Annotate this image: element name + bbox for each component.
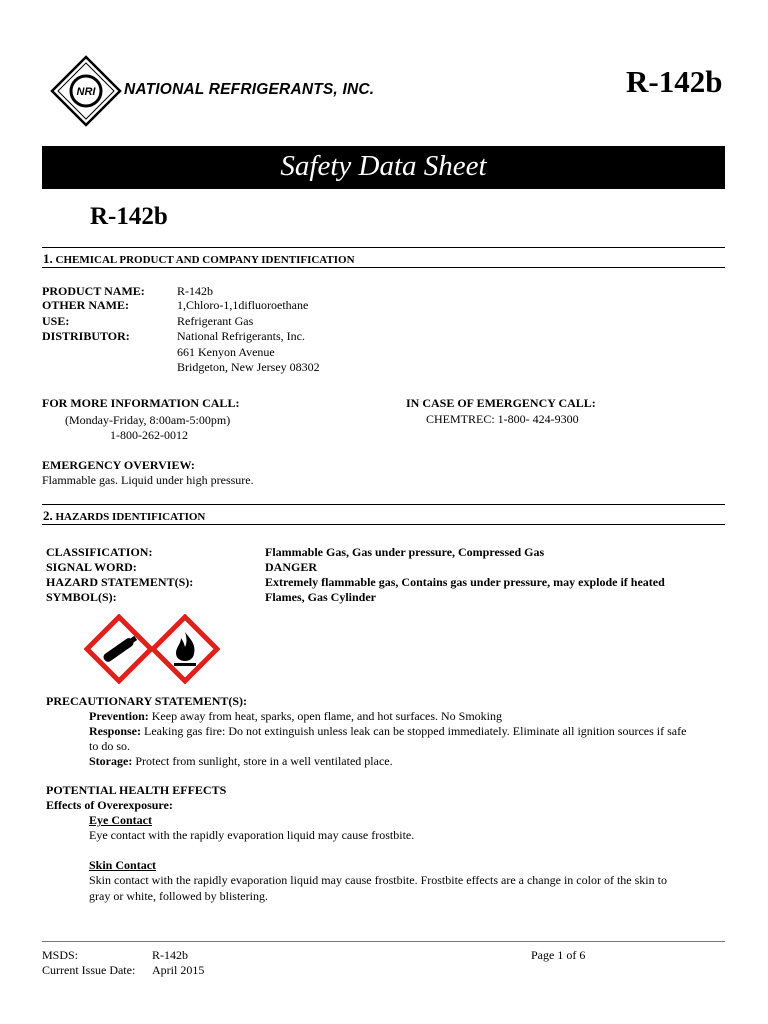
skin-contact-text2: gray or white, followed by blistering.	[89, 889, 268, 903]
section2-bottom-rule	[42, 524, 725, 525]
eye-contact-text: Eye contact with the rapidly evaporation liquid may cause frostbite.	[89, 828, 415, 842]
section1-heading	[43, 251, 355, 267]
other-name-label: OTHER NAME:	[42, 298, 129, 312]
section1-top-rule	[42, 247, 725, 248]
section2-top-rule	[42, 504, 725, 505]
info-call-label: FOR MORE INFORMATION CALL:	[42, 396, 240, 410]
footer-msds-value: R-142b	[152, 948, 188, 962]
skin-contact-label: Skin Contact	[89, 858, 157, 872]
overexposure-label: Effects of Overexposure:	[46, 798, 173, 812]
symbols-label: SYMBOL(S):	[46, 590, 117, 604]
gas-cylinder-pictogram-icon	[84, 614, 154, 684]
storage-line	[89, 754, 393, 768]
info-call-hours: (Monday-Friday, 8:00am-5:00pm)	[65, 413, 231, 427]
address-line1: 661 Kenyon Avenue	[177, 345, 275, 359]
emergency-overview-text: Flammable gas. Liquid under high pressure.	[42, 473, 254, 487]
header-product-code: R-142b	[626, 64, 723, 99]
hazard-statement-value: Extremely flammable gas, Contains gas under pressure, may explode if heated	[265, 575, 665, 589]
section2-number: 2.	[43, 508, 53, 523]
response-label: Response:	[89, 724, 142, 738]
storage-label: Storage:	[89, 754, 133, 768]
address-line2: Bridgeton, New Jersey 08302	[177, 360, 320, 374]
footer-date-value: April 2015	[152, 963, 205, 977]
use-value: Refrigerant Gas	[177, 314, 254, 328]
section1-bottom-rule	[42, 267, 725, 268]
prevention-text: Keep away from heat, sparks, open flame, and hot surfaces. No Smoking	[148, 709, 502, 723]
signal-word-value: DANGER	[265, 560, 318, 574]
footer-msds-label: MSDS:	[42, 948, 79, 962]
flame-pictogram-icon	[150, 614, 220, 684]
logo-text: NRI	[76, 86, 96, 98]
health-effects-label: POTENTIAL HEALTH EFFECTS	[46, 783, 227, 797]
product-name-value: R-142b	[177, 284, 213, 298]
symbols-value: Flames, Gas Cylinder	[265, 590, 376, 604]
signal-word-label: SIGNAL WORD:	[46, 560, 137, 574]
footer-page-number: Page 1 of 6	[531, 948, 586, 962]
emergency-call-number: CHEMTREC: 1-800- 424-9300	[426, 412, 579, 426]
section2-title: HAZARDS IDENTIFICATION	[55, 511, 206, 523]
company-name: NATIONAL REFRIGERANTS, INC.	[124, 81, 375, 98]
response-text-cont: to do so.	[89, 739, 131, 753]
classification-label: CLASSIFICATION:	[46, 545, 153, 559]
product-title: R-142b	[90, 203, 168, 230]
eye-contact-label: Eye Contact	[89, 813, 152, 827]
emergency-overview-label: EMERGENCY OVERVIEW:	[42, 458, 195, 472]
section1-number: 1.	[43, 251, 53, 266]
section1-title: CHEMICAL PRODUCT AND COMPANY IDENTIFICATION	[55, 254, 355, 266]
distributor-value: National Refrigerants, Inc.	[177, 329, 305, 343]
emergency-call-label: IN CASE OF EMERGENCY CALL:	[406, 396, 596, 410]
storage-text: Protect from sunlight, store in a well ventilated place.	[132, 754, 393, 768]
use-label: USE:	[42, 314, 70, 328]
other-name-value: 1,Chloro-1,1difluoroethane	[177, 298, 309, 312]
distributor-label: DISTRIBUTOR:	[42, 329, 130, 343]
response-line	[89, 724, 686, 738]
precautionary-label: PRECAUTIONARY STATEMENT(S):	[46, 694, 248, 708]
info-call-phone: 1-800-262-0012	[110, 428, 188, 442]
nri-logo	[50, 55, 122, 127]
classification-value: Flammable Gas, Gas under pressure, Compressed Gas	[265, 545, 545, 559]
footer-rule	[42, 941, 725, 942]
response-text: Leaking gas fire: Do not extinguish unless leak can be stopped immediately. Eliminate all ignition sources if safe	[141, 724, 687, 738]
hazard-statement-label: HAZARD STATEMENT(S):	[46, 575, 194, 589]
footer-date-label: Current Issue Date:	[42, 963, 136, 977]
prevention-label: Prevention:	[89, 709, 149, 723]
skin-contact-text1: Skin contact with the rapidly evaporation liquid may cause frostbite. Frostbite effects are a change in color of the skin to	[89, 873, 667, 887]
product-name-label: PRODUCT NAME:	[42, 284, 145, 298]
document-banner: Safety Data Sheet	[42, 146, 725, 189]
prevention-line	[89, 709, 502, 723]
section2-heading	[43, 508, 205, 524]
